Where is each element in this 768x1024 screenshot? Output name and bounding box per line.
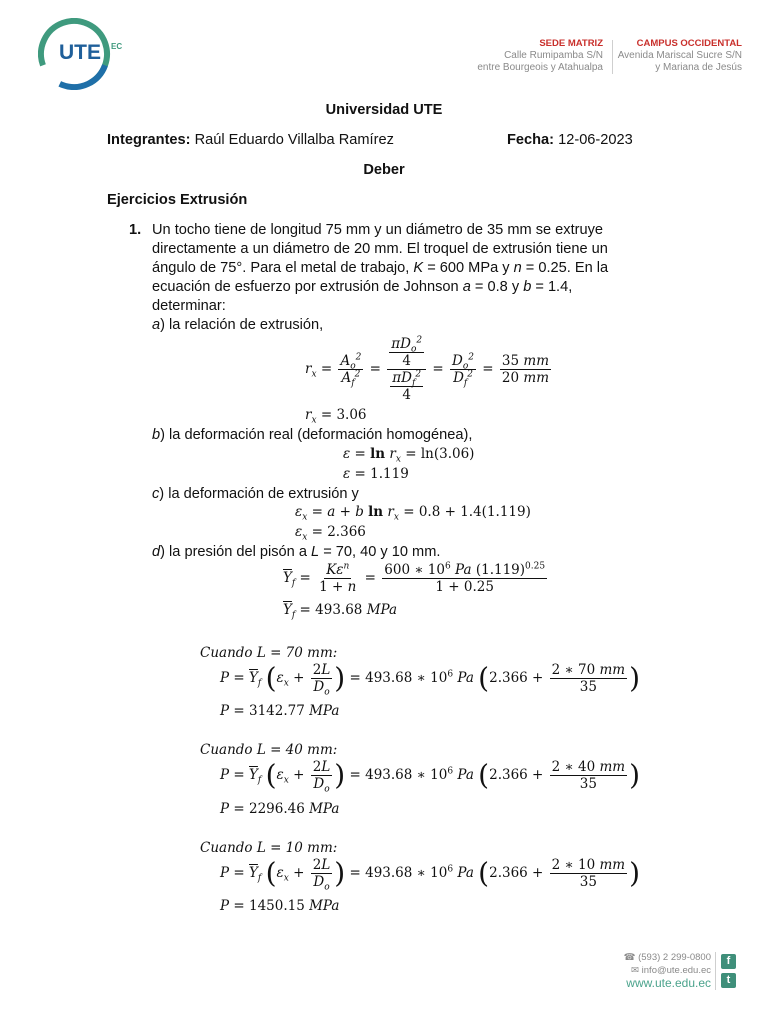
eq-p-10: $P = \overline{Y}_f$ ($\varepsilon_x$ + $\frac{2L}{D_o}$ ) = 493.68 ∗ $10^6$ Pa (2.366 + $\frac{2 ∗ 10 mm}{35}$ ) xyxy=(220,856,641,893)
twitter-icon[interactable]: t xyxy=(721,973,736,988)
doc-title: Deber xyxy=(363,162,405,178)
sede-matriz-address xyxy=(477,38,603,74)
logo-suffix: EC xyxy=(111,42,123,51)
date-label: Fecha: xyxy=(507,132,555,148)
footer-email: info@ute.edu.ec xyxy=(641,965,711,976)
campus-occidental-address xyxy=(618,38,742,74)
part-a-label: a) la relación de extrusión, xyxy=(152,317,324,333)
eq-extrusion-strain: $\varepsilon_x = a + b$ $\ln r_x = 0.8 + 1.4(1.119)$ xyxy=(295,504,531,523)
sede-line1: Calle Rumipamba S/N xyxy=(504,50,603,61)
footer-contact xyxy=(624,951,711,990)
footer-phone: (593) 2 299-0800 xyxy=(638,952,711,963)
eq-p-40-result: P = 2296.46 MPa xyxy=(220,801,340,817)
problem-number: 1. xyxy=(129,222,142,238)
date-value: 12-06-2023 xyxy=(554,132,633,148)
mail-icon: ✉ xyxy=(631,965,640,976)
date-line xyxy=(507,131,633,150)
eq-strain: $\varepsilon = \ln r_x = \ln(3.06)$ xyxy=(343,446,475,465)
campus-line1: Avenida Mariscal Sucre S/N xyxy=(617,50,742,61)
case-10-label: Cuando L = 10 mm: xyxy=(200,840,338,856)
footer-website[interactable]: www.ute.edu.ec xyxy=(626,976,711,990)
members-label: Integrantes: xyxy=(107,132,191,148)
eq-yf: $\overline{Y}_f$ = $\frac{K\varepsilon^n}{1 + n}$ = $\frac{600 ∗ 10^6 Pa (1.119)^{0.25}}{1 + 0.25}$ xyxy=(283,561,546,595)
sede-title: SEDE MATRIZ xyxy=(539,38,603,49)
members-value: Raúl Eduardo Villalba Ramírez xyxy=(190,132,394,148)
header-divider xyxy=(612,40,613,74)
footer-phone-row xyxy=(624,951,711,964)
university-title: Universidad UTE xyxy=(325,102,443,118)
eq-p-70-result: P = 3142.77 MPa xyxy=(220,703,340,719)
eq-strain-result: ε = 1.119 xyxy=(343,466,409,482)
phone-icon: ☎ xyxy=(623,952,636,963)
eq-extrusion-strain-result: $\varepsilon_x = 2.366$ xyxy=(295,524,366,543)
campus-title: CAMPUS OCCIDENTAL xyxy=(636,38,742,49)
eq-p-70: $P = \overline{Y}_f$ ($\varepsilon_x$ + $\frac{2L}{D_o}$ ) = 493.68 ∗ $10^6$ Pa (2.366 + $\frac{2 ∗ 70 mm}{35}$ ) xyxy=(220,661,641,698)
sede-line2: entre Bourgeois y Atahualpa xyxy=(477,62,603,73)
eq-yf-result: $\overline{Y}_f = 493.68$ MPa xyxy=(283,602,398,621)
eq-rx-result: $r_x = 3.06$ xyxy=(305,407,367,426)
part-c-label: c) la deformación de extrusión y xyxy=(152,486,359,502)
facebook-icon[interactable]: f xyxy=(721,954,736,969)
logo-text: UTE xyxy=(59,41,101,64)
eq-p-40: $P = \overline{Y}_f$ ($\varepsilon_x$ + $\frac{2L}{D_o}$ ) = 493.68 ∗ $10^6$ Pa (2.366 + $\frac{2 ∗ 40 mm}{35}$ ) xyxy=(220,758,641,795)
eq-rx: $r_x$ = $\frac{A_o^2}{A_f^2}$ = $\frac{\frac{\pi D_o^2}{4}}{\frac{\pi D_f^2}{4}}$ = $\frac{D_o^2}{D_f^2}$ = $\frac{35 mm}{20 mm}$ xyxy=(305,335,550,403)
part-b-label: b) la deformación real (deformación homogénea), xyxy=(152,427,473,443)
problem-statement: Un tocho tiene de longitud 75 mm y un diámetro de 35 mm se extruye directamente a un diámetro de 20 mm. El troquel de extrusión tiene un ángulo de 75°. Para el metal de trabajo, K = 600 MPa y n = 0.25. En la ecuación de esfuerzo por extrusión de Johnson a = 0.8 y b = 1.4, determinar: xyxy=(152,222,609,314)
ute-logo xyxy=(38,18,148,90)
eq-p-10-result: P = 1450.15 MPa xyxy=(220,898,340,914)
part-d-label: d) la presión del pisón a L = 70, 40 y 10 mm. xyxy=(152,544,441,560)
footer-divider xyxy=(715,952,716,990)
case-70-label: Cuando L = 70 mm: xyxy=(200,645,338,661)
section-title: Ejercicios Extrusión xyxy=(107,192,248,208)
case-40-label: Cuando L = 40 mm: xyxy=(200,742,338,758)
members-line xyxy=(107,131,394,150)
campus-line2: y Mariana de Jesús xyxy=(655,62,742,73)
